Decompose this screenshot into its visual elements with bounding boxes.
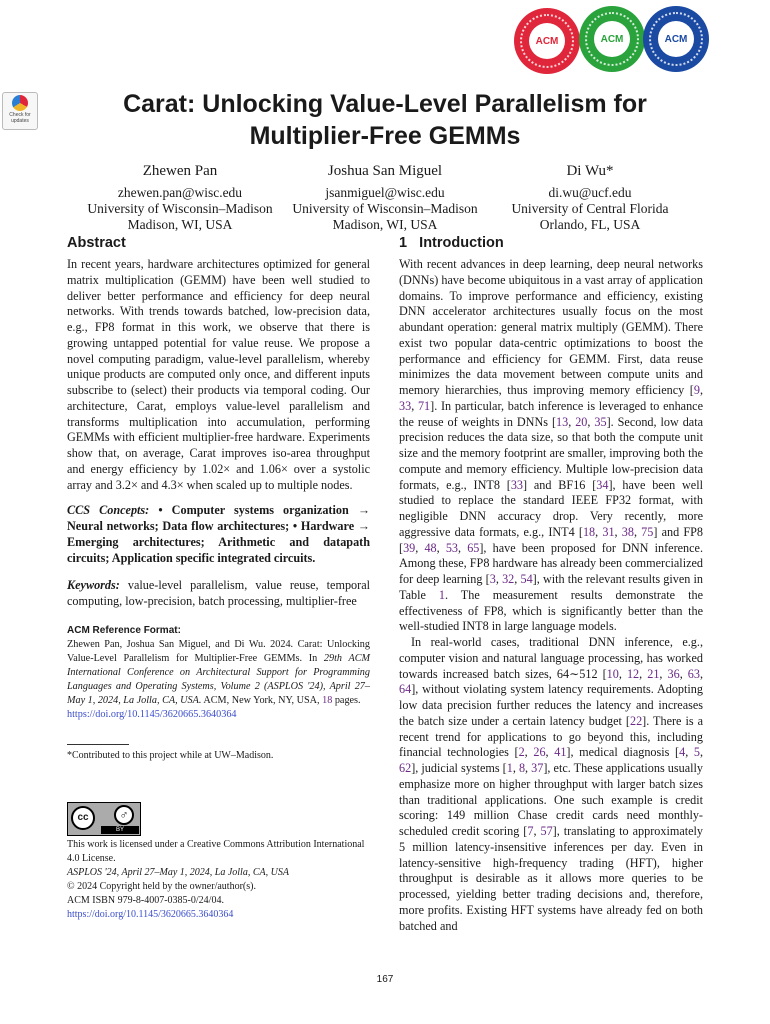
acm-logo-icon: ACM [535,35,559,47]
license-line4: ACM ISBN 979-8-4007-0385-0/24/04. [67,895,224,906]
intro-paragraph-2: In real-world cases, traditional DNN inference, e.g., computer vision and natural language processing, has worked towards increased batch sizes, 64∼512 [10, 12, 21, 36, 63, 64], without violating system latency requirements. Adopting low data precision further reduces the latency and increases the batch size under a certain latency budget [22]. There is a recent trend for applications to go beyond this, including financial technologies [2, 26, 41], medical diagnosis [4, 5, 62], judicial systems [1, 8, 37], etc. These applications usually emphasize more on higher throughput with larger batch sizes than traditional applications. One such example is credit scoring: 149 million Chase credit cards need monthly-scheduled credit scoring [7, 57], translating to approximately 5 million latency-insensitive inferences per day. Even in latency-sensitive high-frequency trading (HFT), higher throughput is desirable as it allows more queries to be processed, yielding better trading decisions and, therefore, more profits. Existing HFT systems have already fed on both batched and [399,635,704,933]
author-block [470,163,710,233]
citation-link[interactable]: 64 [399,682,412,697]
ccs-label: CCS Concepts: [67,503,150,518]
author-email[interactable]: jsanmiguel@wisc.edu [325,185,445,200]
acm-reference-text [67,638,370,708]
citation-link[interactable]: 2 [518,745,525,760]
author-name: Zhewen Pan [142,163,218,179]
badge-ring [649,12,703,66]
citation-link[interactable]: 63 [687,666,700,681]
introduction-heading [399,235,504,251]
citation-link[interactable]: 31 [602,524,615,539]
citation-link[interactable]: 37 [531,761,544,775]
section-number: 1 [399,235,408,251]
citation-link[interactable]: 57 [540,824,553,838]
citation-link[interactable]: 65 [467,540,480,555]
citation-link[interactable]: 8 [518,761,526,775]
table-reference-link[interactable]: 1 [438,587,445,602]
citation-link[interactable]: 1 [506,761,513,775]
reference-pages-link[interactable]: 18 [322,694,333,706]
author-block [60,163,300,233]
citation-link[interactable]: 12 [626,666,640,681]
reference-pages-suffix: pages. [332,694,361,706]
attribution-person-icon: ♂ [114,805,134,825]
author-location: Madison, WI, USA [127,217,233,232]
creative-commons-badge[interactable] [67,802,141,836]
license-doi-link[interactable]: https://doi.org/10.1145/3620665.3640364 [67,909,234,920]
citation-link[interactable]: 9 [693,383,700,397]
author-location: Madison, WI, USA [332,217,438,232]
reference-authors: Zhewen Pan, Joshua San Miguel, and Di Wu. 2024. Carat: Unlocking Value-Level Parallelism for Multiplier-Free GEMMs. In [67,638,370,664]
citation-link[interactable]: 20 [575,414,588,429]
license-line1: This work is licensed under a Creative Commons Attribution International 4.0 License. [67,839,365,864]
author-affiliation: University of Central Florida [511,201,669,216]
acm-reference [67,624,370,722]
author-name: Di Wu* [566,163,614,179]
citation-link[interactable]: 21 [647,666,660,681]
citation-link[interactable]: 4 [679,745,686,760]
citation-link[interactable]: 18 [582,524,596,539]
cc-by-label: BY [101,826,139,834]
footnote-rule [67,744,129,745]
citation-link[interactable]: 53 [445,540,458,555]
author-affiliation: University of Wisconsin–Madison [292,201,478,216]
crossmark-icon [12,95,28,111]
license-block [67,838,370,922]
section-title: Introduction [419,235,504,251]
keywords-text: value-level parallelism, value reuse, temporal computing, low-precision, batch processing, multiplier-free [67,578,370,608]
reference-doi-link[interactable]: https://doi.org/10.1145/3620665.3640364 [67,708,237,720]
citation-link[interactable]: 36 [667,666,680,681]
artifacts-available-badge[interactable] [514,8,580,74]
cc-icon: cc [71,806,95,830]
author-block [265,163,505,233]
citation-link[interactable]: 54 [520,572,533,586]
acm-reference-heading: ACM Reference Format: [67,624,181,636]
citation-link[interactable]: 26 [533,745,546,760]
citation-link[interactable]: 22 [629,713,643,728]
ccs-text: • Computer systems organization → Neural networks; Data flow architectures; • Hardware → Emerging architectures; Arithmetic and datapath circuits; Application specific integrated circuits. [67,503,371,565]
updates-label [3,112,37,124]
citation-link[interactable]: 75 [641,524,654,539]
ccs-concepts [67,503,370,566]
citation-link[interactable]: 34 [596,477,609,492]
license-line3: © 2024 Copyright held by the owner/author(s). [67,881,256,892]
introduction-body [399,257,703,934]
citation-link[interactable]: 62 [399,761,412,775]
abstract-text: In recent years, hardware architectures optimized for general matrix multiplication (GEMM) have been well studied to deliver better performance and efficiency for deep neural networks. With trends towards batched, low-precision data, e.g., FP8 format in this work, we observe that there is growing untapped potential for value reuse. We propose a novel computing paradigm, value-level parallelism, whereby unique products are computed only once, and different inputs subscribe to (select) their products via temporal coding. Our architecture, Carat, employs value-level parallelism and transforms multiplication into accumulation, performing GEMMs with efficient multiplier-free hardware. Experiments show that, on average, Carat improves iso-area throughput and energy efficiency by 1.02× and 1.06× over a systolic array and 3.2× and 4.3× when scaled up to multiple nodes. [67,257,370,492]
author-name: Joshua San Miguel [327,163,443,179]
updates-label-line2: updates [11,118,29,124]
author-email[interactable]: di.wu@ucf.edu [548,185,632,200]
citation-link[interactable]: 35 [594,414,607,429]
keywords-label: Keywords: [67,578,120,593]
citation-link[interactable]: 33 [510,477,524,492]
citation-link[interactable]: 39 [403,540,416,555]
citation-link[interactable]: 3 [489,572,496,586]
badge-ring [520,14,574,68]
artifacts-evaluated-badge[interactable] [579,6,645,72]
updates-label-line1: Check for [9,112,31,118]
page-number: 167 [376,974,394,985]
title-line1: Carat: Unlocking Value-Level Parallelism for [123,90,647,118]
citation-link[interactable]: 41 [554,745,567,760]
acm-logo-icon: ACM [664,33,688,45]
citation-link[interactable]: 5 [693,745,700,760]
left-column [67,257,370,722]
paper-title [40,88,730,152]
acm-logo-icon: ACM [600,33,624,45]
reference-publisher: ACM, New York, NY, USA, [201,694,323,706]
footnote: *Contributed to this project while at UW–Madison. [67,750,274,761]
citation-link[interactable]: 48 [424,540,437,555]
results-reproduced-badge[interactable] [643,6,709,72]
keywords [67,578,370,610]
badge-ring [585,12,639,66]
reference-venue: 29th ACM International Conference on Architectural Support for Programming Languages and Operating Systems, Volume 2 (ASPLOS '24), April 27–May 1, 2024, La Jolla, CA, USA. [67,652,370,706]
abstract-heading: Abstract [67,235,126,251]
citation-link[interactable]: 33 [399,398,412,413]
check-for-updates-badge[interactable] [2,92,38,130]
citation-link[interactable]: 32 [502,572,515,586]
author-email[interactable]: zhewen.pan@wisc.edu [117,185,243,200]
license-line2: ASPLOS '24, April 27–May 1, 2024, La Jolla, CA, USA [67,867,289,878]
citation-link[interactable]: 13 [556,414,569,429]
citation-link[interactable]: 38 [621,524,634,539]
author-affiliation: University of Wisconsin–Madison [87,201,273,216]
intro-paragraph-1: With recent advances in deep learning, deep neural networks (DNNs) have become ubiquitous in a vast array of application domains. To improve performance and efficiency, existing DNN accelerator architectures usually focus on the most abundant operation: general matrix multiply (GEMM). There exist two popular data-centric optimizations to boost the performance and efficiency for GEMM. First, data reuse minimizes the data movement between compute units and memory hierarchies, thus improving memory efficiency [9, 33, 71]. In particular, batch inference is leveraged to enhance the reuse of weights in DNNs [13, 20, 35]. Second, low data precision reduces the data size, so that both the compute unit size and the memory footprint are smaller, improving both the compute and memory efficiency. Multiple low-precision data formats, e.g., INT8 [33] and BF16 [34], have been well studied to replace the standard IEEE FP32 format, with negligible DNN accuracy drop. Very recently, more aggressive data formats, e.g., INT4 [18, 31, 38, 75] and FP8 [39, 48, 53, 65], have been proposed for DNN inference. Among these, FP8 hardware has already been commercialized for deep learning [3, 32, 54], with the relevant results given in Table 1. The measurement results demonstrate the effectiveness of FP8, which is significantly better than the well-studied INT8 in large language models. [399,257,704,634]
author-location: Orlando, FL, USA [539,217,641,232]
citation-link[interactable]: 7 [527,824,534,838]
citation-link[interactable]: 71 [417,398,431,413]
title-line2: Multiplier-Free GEMMs [249,122,521,150]
citation-link[interactable]: 10 [606,666,619,681]
